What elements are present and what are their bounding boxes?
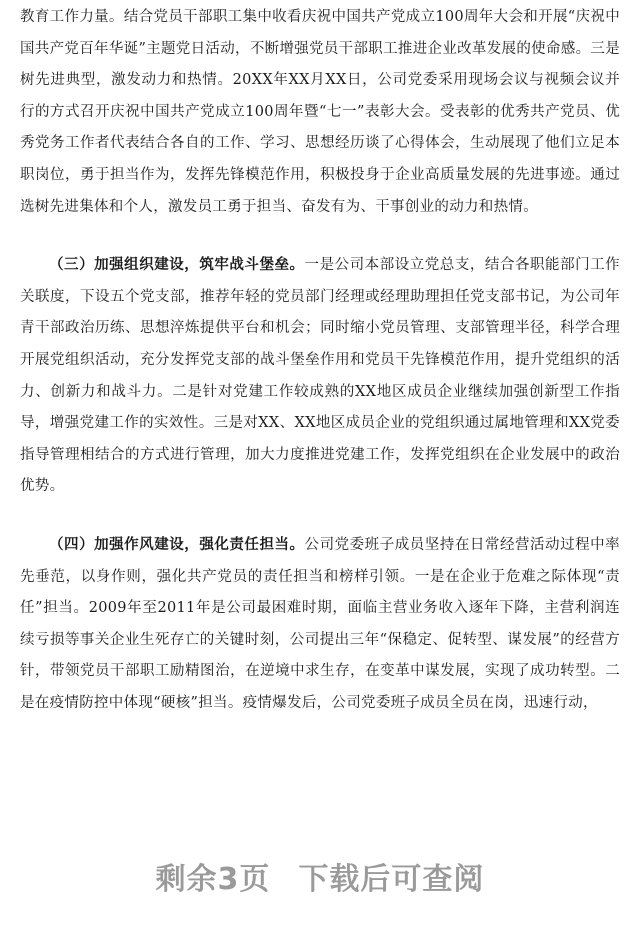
remaining-pages-label: 剩余3页	[155, 862, 271, 897]
paragraph-workstyle-body: 公司党委班子成员坚持在日常经营活动过程中率先垂范，以身作则，强化共产党员的责任担当和榜样引领。一是在企业于危难之际体现“责任”担当。2009年至2011年是公司最困难时期，面临主营业务收入逐年下降，主营利润连续亏损等事关企业生死存亡的关键时刻，公司提出三年“保稳定、促转型、谋发展”的经营方针，带领党员干部职工励精图治，在逆境中求生存，在变革中谋发展，实现了成功转型。二是在疫情防控中体现“硬核”担当。疫情爆发后，公司党委班子成员全员在岗，迅速行动，	[20, 536, 620, 711]
paragraph-organization	[20, 249, 620, 503]
section-heading-organization: （三）加强组织建设，筑牢战斗堡垒。	[49, 256, 305, 274]
paragraph-organization-body: 一是公司本部设立党总支，结合各职能部门工作关联度，下设五个党支部，推荐年轻的党员部门经理或经理助理担任党支部书记，为公司年青干部政治历练、思想淬炼提供平台和机会；同时缩小党员管理、支部管理半径，科学合理开展党组织活动，充分发挥党支部的战斗堡垒作用和党员干先锋模范作用，提升党组织的活力、创新力和战斗力。二是针对党建工作较成熟的XX地区成员企业继续加强创新型工作指导，增强党建工作的实效性。三是对XX、XX地区成员企业的党组织通过属地管理和XX党委指导管理相结合的方式进行管理，加大力度推进党建工作，发挥党组织在企业发展中的政治优势。	[20, 257, 620, 495]
document-body	[20, 2, 620, 719]
section-heading-workstyle: （四）加强作风建设，强化责任担当。	[49, 535, 305, 553]
download-to-view-label: 下载后可查阅	[298, 862, 485, 897]
paragraph-workstyle	[20, 529, 620, 720]
paragraph-1: 教育工作力量。结合党员干部职工集中收看庆祝中国共产党成立100周年大会和开展“庆祝中国共产党百年华诞”主题党日活动，不断增强党员干部职工推进企业改革发展的使命感。三是树先进典型，激发动力和热情。20XX年XX月XX日，公司党委采用现场会议与视频会议并行的方式召开庆祝中国共产党成立100周年暨“七一”表彰大会。受表彰的优秀共产党员、优秀党务工作者代表结合各自的工作、学习、思想经历谈了心得体会，生动展现了他们立足本职岗位，勇于担当作为，发挥先锋模范作用，积极投身于企业高质量发展的先进事迹。通过选树先进集体和个人，激发员工勇于担当、奋发有为、干事创业的动力和热情。	[20, 9, 620, 215]
download-prompt-banner[interactable]	[0, 850, 640, 910]
